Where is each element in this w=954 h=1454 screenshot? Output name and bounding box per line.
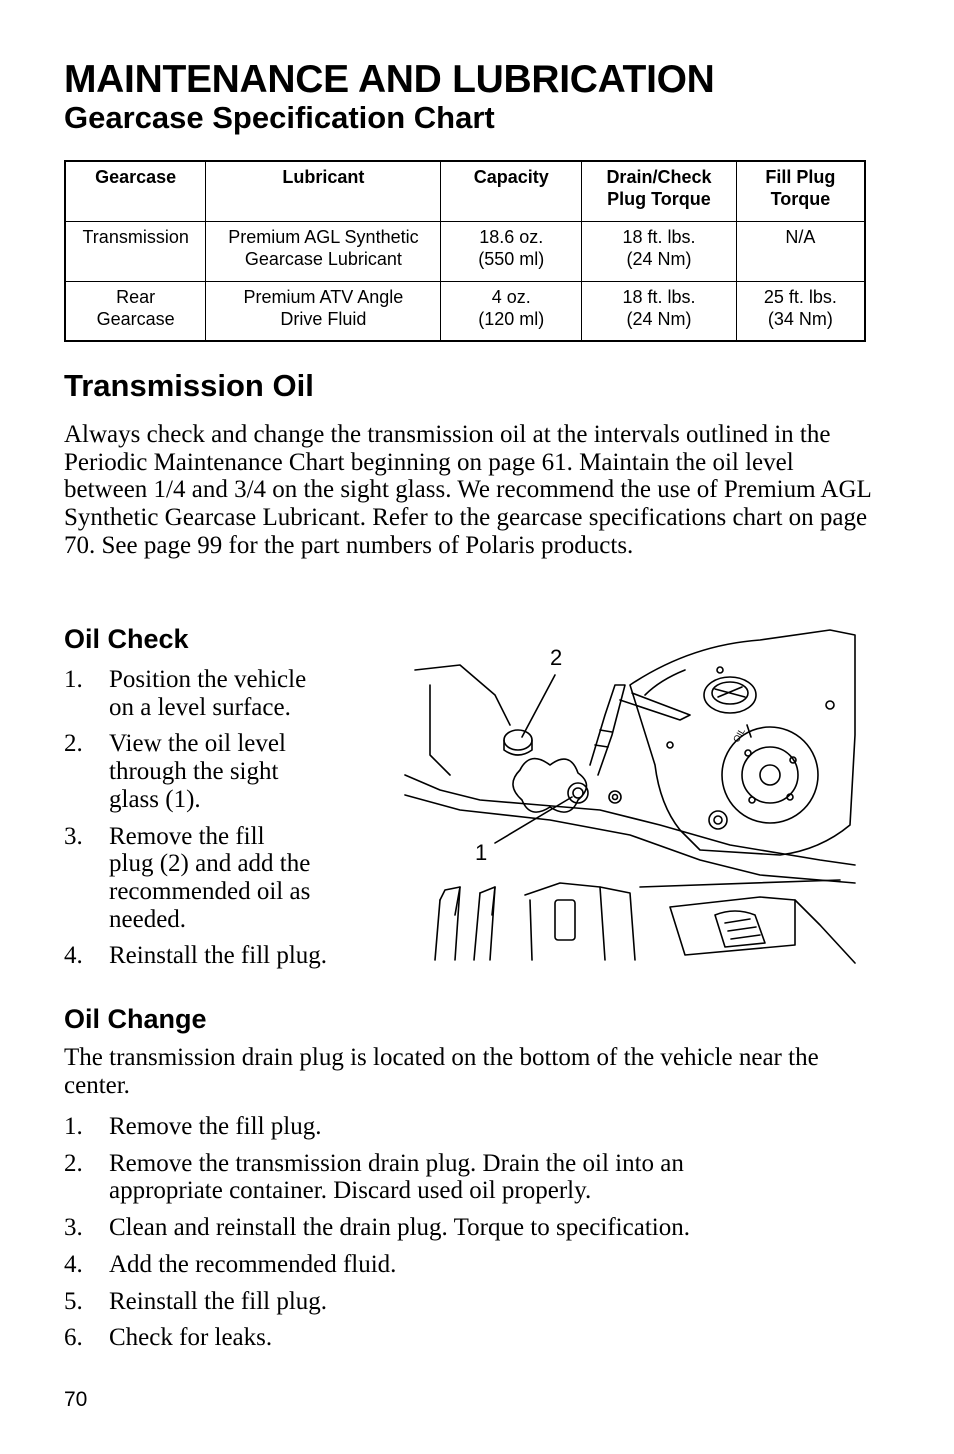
oil-label: OIL — [731, 726, 747, 744]
list-item — [64, 666, 384, 721]
gearcase-spec-table — [64, 160, 866, 342]
list-item — [64, 1288, 874, 1316]
step-text: View the oil level through the sight glass (1). — [109, 730, 286, 813]
step-number: 3. — [64, 822, 83, 850]
table-header: Drain/Check Plug Torque — [582, 161, 737, 221]
list-item — [64, 1324, 874, 1352]
list-item — [64, 1214, 874, 1242]
table-header: Capacity — [441, 161, 582, 221]
step-text: Reinstall the fill plug. — [109, 942, 328, 970]
table-cell: Premium ATV Angle Drive Fluid — [206, 281, 441, 341]
oil-change-steps — [64, 1113, 874, 1361]
callout-1-label: 1 — [475, 840, 488, 865]
step-number: 5. — [64, 1287, 83, 1315]
step-text: Remove the fill plug (2) and add the recommended oil as needed. — [109, 822, 311, 933]
table-header: Gearcase — [65, 161, 206, 221]
table-cell: N/A — [736, 221, 865, 281]
table-cell: 4 oz. (120 ml) — [441, 281, 582, 341]
step-number: 2. — [64, 730, 83, 758]
oil-change-intro: The transmission drain plug is located on the bottom of the vehicle near the center. — [64, 1044, 819, 1099]
step-number: 1. — [64, 1113, 83, 1140]
page-number: 70 — [64, 1388, 88, 1411]
step-text: Add the recommended fluid. — [109, 1250, 397, 1278]
table-cell: 25 ft. lbs. (34 Nm) — [736, 281, 865, 341]
list-item — [64, 730, 384, 813]
step-text: Remove the fill plug. — [109, 1113, 322, 1140]
step-text: Position the vehicle on a level surface. — [109, 666, 307, 721]
table-cell: 18 ft. lbs. (24 Nm) — [582, 281, 737, 341]
table-header: Lubricant — [206, 161, 441, 221]
section-title-transmission-oil: Transmission Oil — [64, 368, 314, 403]
callout-2-label: 2 — [550, 645, 563, 670]
table-cell: Premium AGL Synthetic Gearcase Lubricant — [206, 221, 441, 281]
step-number: 3. — [64, 1214, 83, 1242]
list-item — [64, 1113, 874, 1141]
list-item — [64, 823, 384, 934]
oil-check-steps — [64, 666, 384, 979]
step-number: 2. — [64, 1149, 83, 1177]
subsection-title-oil-check: Oil Check — [64, 624, 189, 654]
section-title-gearcase-spec: Gearcase Specification Chart — [64, 100, 495, 135]
page-title: MAINTENANCE AND LUBRICATION — [64, 58, 715, 101]
table-cell: Rear Gearcase — [65, 281, 206, 341]
step-text: Check for leaks. — [109, 1324, 273, 1352]
step-text: Clean and reinstall the drain plug. Torque to specification. — [109, 1214, 690, 1242]
table-cell: 18 ft. lbs. (24 Nm) — [582, 221, 737, 281]
list-item — [64, 1251, 874, 1279]
list-item — [64, 1150, 874, 1205]
table-header: Fill Plug Torque — [736, 161, 865, 221]
table-row — [65, 221, 865, 281]
step-number: 4. — [64, 1250, 83, 1278]
step-number: 6. — [64, 1324, 83, 1352]
step-number: 4. — [64, 942, 83, 970]
list-item — [64, 942, 384, 970]
table-cell: 18.6 oz. (550 ml) — [441, 221, 582, 281]
table-header-row — [65, 161, 865, 221]
transmission-oil-paragraph: Always check and change the transmission oil at the intervals outlined in the Periodic Maintenance Chart beginning on page 61. Maintain the oil level between 1/4 and 3/4 on the sight glass. We recommend the use of Premium AGL Synthetic Gearcase Lubricant. Refer to the gearcase specifications chart on page 70. See page 99 for the part numbers of Polaris products. — [64, 421, 871, 559]
step-text: Reinstall the fill plug. — [109, 1287, 328, 1315]
subsection-title-oil-change: Oil Change — [64, 1004, 207, 1034]
step-text: Remove the transmission drain plug. Drain the oil into an appropriate container. Discard used oil properly. — [109, 1149, 684, 1205]
step-number: 1. — [64, 666, 83, 693]
table-row — [65, 281, 865, 341]
transmission-illustration — [400, 625, 860, 965]
table-cell: Transmission — [65, 221, 206, 281]
